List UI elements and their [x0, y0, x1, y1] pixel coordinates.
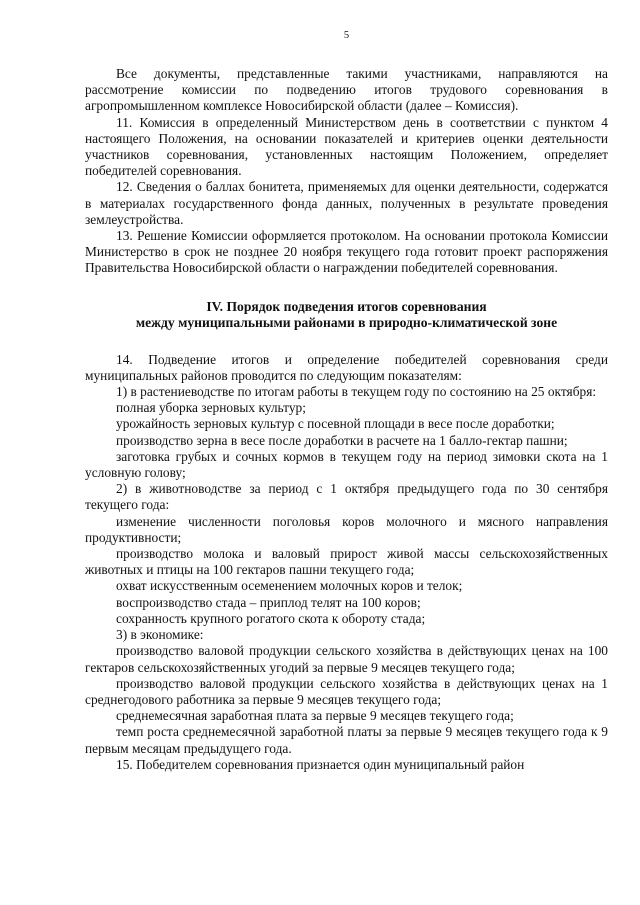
paragraph-documents-sent: Все документы, представленные такими участниками, направляются на рассмотрение комиссии по подведению итогов трудового соревнования в агропромышленном комплексе Новосибирской области (далее – Комиссия).	[85, 66, 608, 114]
list-item-economy: 3) в экономике:	[116, 627, 204, 643]
list-item: сохранность крупного рогатого скота к обороту стада;	[116, 610, 426, 626]
list-item: темп роста среднемесячной заработной платы за первые 9 месяцев текущего года к 9 первым месяцам предыдущего года.	[85, 724, 608, 756]
list-item: среднемесячная заработная плата за первые 9 месяцев текущего года;	[116, 708, 514, 724]
list-item: производство молока и валовый прирост живой массы сельскохозяйственных животных и птицы на 100 гектаров пашни текущего года;	[85, 546, 608, 578]
list-item: заготовка грубых и сочных кормов в текущем году на период зимовки скота на 1 условную голову;	[85, 448, 608, 481]
list-item: воспроизводство стада – приплод телят на 100 коров;	[116, 594, 421, 610]
section-heading	[85, 299, 608, 332]
list-item: изменение численности поголовья коров молочного и мясного направления продуктивности;	[85, 513, 608, 545]
list-item: урожайность зерновых культур с посевной площади в весе после доработки;	[116, 416, 555, 432]
paragraph-item-13: 13. Решение Комиссии оформляется протоколом. На основании протокола Комиссии Министерство в срок не позднее 20 ноября текущего года готовит проект распоряжения Правительства Новосибирской области о награждении победителей соревнования.	[85, 228, 608, 276]
section-heading-line-1: IV. Порядок подведения итогов соревнования	[206, 298, 487, 314]
list-item: производство зерна в весе после доработки в расчете на 1 балло-гектар пашни;	[116, 432, 568, 448]
list-item: охват искусственным осеменением молочных коров и телок;	[116, 578, 463, 594]
paragraph-item-14: 14. Подведение итогов и определение победителей соревнования среди муниципальных районов проводится по следующим показателям:	[85, 351, 608, 383]
list-item: производство валовой продукции сельского хозяйства в действующих ценах на 100 гектаров сельскохозяйственных угодий за первые 9 месяцев текущего года;	[85, 643, 608, 675]
section-heading-line-2: между муниципальными районами в природно-климатической зоне	[135, 315, 558, 331]
list-item-livestock: 2) в животноводстве за период с 1 октября предыдущего года по 30 сентября текущего года:	[85, 481, 608, 513]
list-item-crop-production: 1) в растениеводстве по итогам работы в текущем году по состоянию на 25 октября:	[116, 384, 597, 400]
list-item: полная уборка зерновых культур;	[116, 400, 306, 416]
paragraph-item-15: 15. Победителем соревнования признается один муниципальный район	[116, 756, 525, 772]
page-number: 5	[343, 30, 350, 41]
paragraph-item-11: 11. Комиссия в определенный Министерством день в соответствии с пунктом 4 настоящего Положения, на основании показателей и критериев оценки деятельности участников соревнования, установленных настоящим Положением, определяет победителей соревнования.	[85, 114, 608, 179]
paragraph-item-12: 12. Сведения о баллах бонитета, применяемых для оценки деятельности, содержатся в материалах государственного фонда данных, полученных в результате проведения землеустройства.	[85, 179, 608, 227]
list-item: производство валовой продукции сельского хозяйства в действующих ценах на 1 среднегодового работника за первые 9 месяцев текущего года;	[85, 675, 608, 707]
